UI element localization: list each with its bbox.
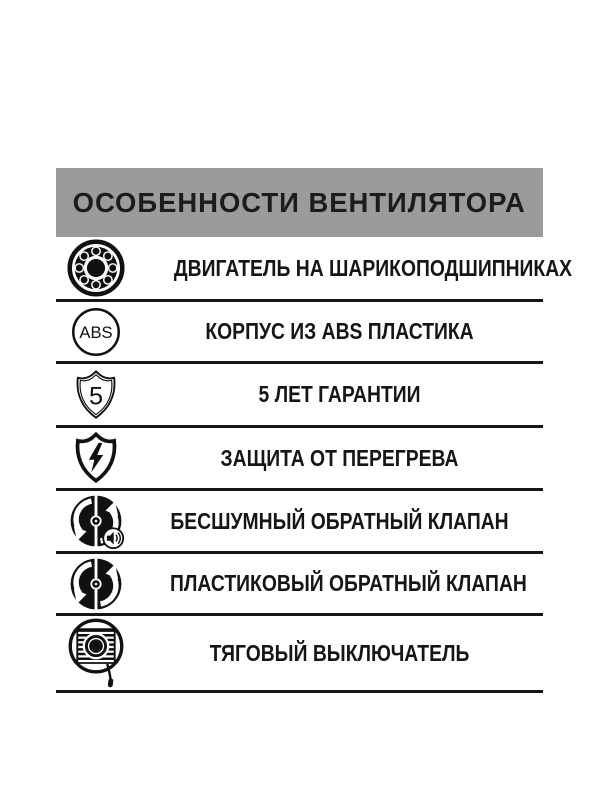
feature-row-silent-valve [56,491,543,554]
row-icon-slot [56,555,136,613]
silent-check-valve-icon [67,492,125,550]
feature-row-abs-plastic [56,302,543,364]
feature-label: КОРПУС ИЗ ABS ПЛАСТИКА [205,318,474,344]
feature-row-pull-switch [56,616,543,693]
svg-text:5: 5 [88,381,104,410]
row-icon-slot [56,239,136,297]
feature-label: 5 ЛЕТ ГАРАНТИИ [258,381,421,407]
feature-label: ЗАЩИТА ОТ ПЕРЕГРЕВА [220,444,459,471]
feature-card [56,168,573,693]
svg-text:ABS: ABS [79,322,113,342]
feature-label: ДВИГАТЕЛЬ НА ШАРИКОПОДШИПНИКАХ [173,254,573,281]
row-icon-slot [56,304,136,360]
feature-label: ТЯГОВЫЙ ВЫКЛЮЧАТЕЛЬ [209,639,470,666]
pull-switch-fan-icon [66,618,126,691]
feature-row-ball-bearing [56,237,573,302]
row-icon-slot [56,429,136,487]
row-icon-slot [56,492,136,550]
warranty-shield-icon [69,366,123,424]
overheat-protection-shield-icon [69,429,123,487]
ball-bearing-icon [67,239,125,297]
row-icon-slot [56,366,136,424]
feature-label: БЕСШУМНЫЙ ОБРАТНЫЙ КЛАПАН [170,507,509,534]
page-title: ОСОБЕННОСТИ ВЕНТИЛЯТОРА [72,186,527,218]
row-icon-slot [56,615,136,691]
feature-row-overheat-protection [56,428,543,491]
feature-label: ПЛАСТИКОВЫЙ ОБРАТНЫЙ КЛАПАН [169,570,527,596]
abs-plastic-icon [68,304,124,360]
plastic-check-valve-icon [67,555,125,613]
feature-row-plastic-valve [56,554,543,616]
feature-row-warranty [56,364,543,428]
card-header [56,168,543,237]
